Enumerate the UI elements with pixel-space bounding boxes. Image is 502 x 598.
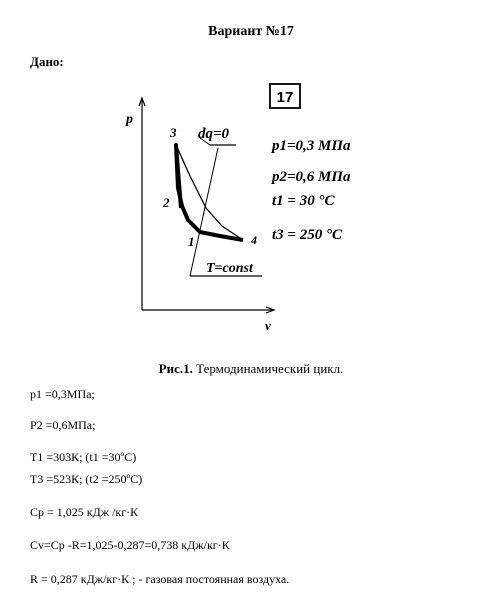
cycle-2-3-1-4 [176,145,243,240]
variant-title: Вариант №17 [208,24,294,39]
cycle-lines [176,138,262,276]
point-label-2: 2 [163,195,170,210]
thermodynamic-cycle-diagram [100,78,400,338]
isotherm-line [190,148,218,276]
diagram-given-values [270,138,351,243]
variant-number: 17 [276,89,294,106]
diagram-t3: t3 = 250 °C [272,227,342,243]
diagram-p2: p2=0,6 МПа [272,169,351,185]
tconst-label: T=const [206,261,253,276]
adiabatic-3-4 [176,145,243,240]
given-heading: Дано: [30,54,64,69]
data-line-p1: р1 =0,3МПа; [30,387,95,401]
diagram-p1: p1=0,3 МПа [272,138,351,154]
data-line-t3: Т3 =523К; (t2 =250ºС) [30,472,143,486]
data-line-t1: Т1 =303К; (t1 =30ºС) [30,450,137,464]
figure-caption [0,361,502,377]
axis-v-label: v [265,318,271,333]
point-label-4: 4 [251,233,257,247]
dq-zero-label: dq=0 [198,126,230,142]
data-line-p2: Р2 =0,6МПа; [30,418,96,432]
point-label-1: 1 [188,234,195,249]
data-line-cp: Ср = 1,025 кДж /кг·К [30,505,139,519]
axis-p-label: p [126,112,133,127]
data-line-r: R = 0,287 кДж/кг·К ; - газовая постоянная воздуха. [30,572,290,586]
caption-number: Рис.1. [158,361,193,376]
data-line-cv: Сv=Ср -R=1,025-0,287=0,738 кДж/кг·К [30,538,230,552]
caption-text: Термодинамический цикл. [196,361,344,376]
diagram-t1: t1 = 30 °C [272,193,335,209]
point-label-3: 3 [170,125,177,140]
